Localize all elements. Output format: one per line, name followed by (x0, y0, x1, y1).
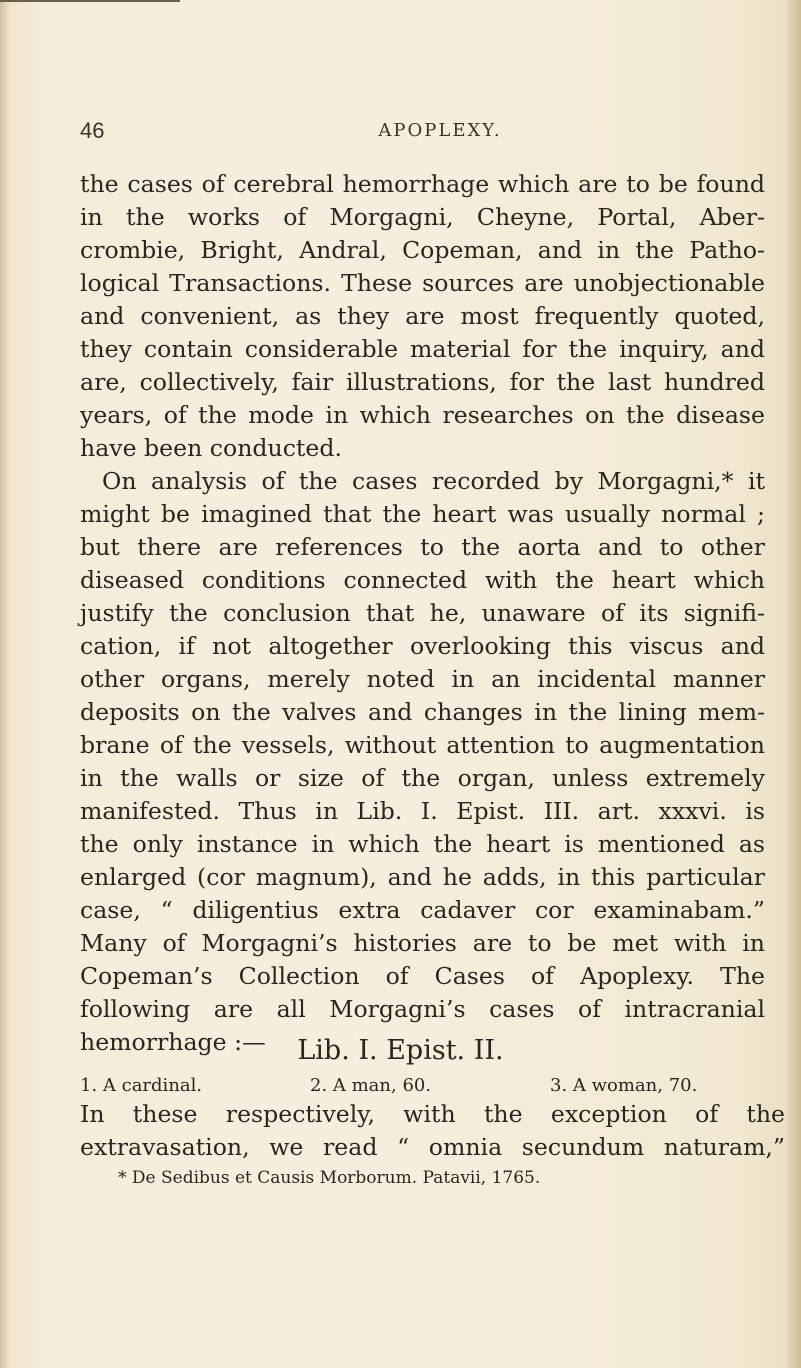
body-text (80, 168, 765, 1059)
text-line: enlarged (cor magnum), and he adds, in this particular (80, 863, 765, 891)
page-header (80, 118, 760, 148)
text-line: crombie, Bright, Andral, Copeman, and in the Patho- (80, 236, 765, 264)
text-line: On analysis of the cases recorded by Morgagni,* it (102, 467, 765, 495)
text-line: extravasation, we read “ omnia secundum naturam,” (80, 1133, 785, 1161)
case-item: 3. A woman, 70. (550, 1075, 698, 1096)
footnote: * De Sedibus et Causis Morborum. Patavii, 1765. (118, 1168, 541, 1188)
text-line: Copeman’s Collection of Cases of Apoplexy. The (80, 962, 765, 990)
text-line: and convenient, as they are most frequently quoted, (80, 302, 765, 330)
text-line: the only instance in which the heart is mentioned as (80, 830, 765, 858)
text-line: case, “ diligentius extra cadaver cor examinabam.” (80, 896, 765, 924)
text-line: the cases of cerebral hemorrhage which are to be found (80, 170, 765, 198)
case-item: 2. A man, 60. (310, 1075, 432, 1096)
text-line: diseased conditions connected with the heart which (80, 566, 765, 594)
text-line: hemorrhage :— (80, 1028, 266, 1056)
text-line: years, of the mode in which researches on the disease (80, 401, 765, 429)
text-line: might be imagined that the heart was usually normal ; (80, 500, 765, 528)
text-line: have been conducted. (80, 434, 342, 462)
closing-text (80, 1098, 785, 1164)
text-line: justify the conclusion that he, unaware of its signifi- (80, 599, 765, 627)
page-number: 46 (80, 118, 105, 143)
page-right-edge (787, 0, 801, 1368)
text-line: deposits on the valves and changes in the lining mem- (80, 698, 765, 726)
running-head: APOPLEXY. (378, 120, 502, 141)
text-line: they contain considerable material for the inquiry, and (80, 335, 765, 363)
text-line: cation, if not altogether overlooking this viscus and (80, 632, 765, 660)
page-left-edge (0, 0, 10, 1368)
text-line: are, collectively, fair illustrations, for the last hundred (80, 368, 765, 396)
text-line: following are all Morgagni’s cases of intracranial (80, 995, 765, 1023)
case-item: 1. A cardinal. (80, 1075, 203, 1096)
text-line: Many of Morgagni’s histories are to be met with in (80, 929, 765, 957)
epist-heading: Lib. I. Epist. II. (297, 1035, 504, 1066)
text-line: manifested. Thus in Lib. I. Epist. III. art. xxxvi. is (80, 797, 765, 825)
text-line: but there are references to the aorta and to other (80, 533, 765, 561)
text-line: in the works of Morgagni, Cheyne, Portal, Aber- (80, 203, 765, 231)
text-line: brane of the vessels, without attention to augmentation (80, 731, 765, 759)
text-line: logical Transactions. These sources are unobjectionable (80, 269, 765, 297)
top-rule (0, 0, 180, 2)
text-line: other organs, merely noted in an incidental manner (80, 665, 765, 693)
text-line: In these respectively, with the exception of the (80, 1100, 785, 1128)
text-line: in the walls or size of the organ, unless extremely (80, 764, 765, 792)
